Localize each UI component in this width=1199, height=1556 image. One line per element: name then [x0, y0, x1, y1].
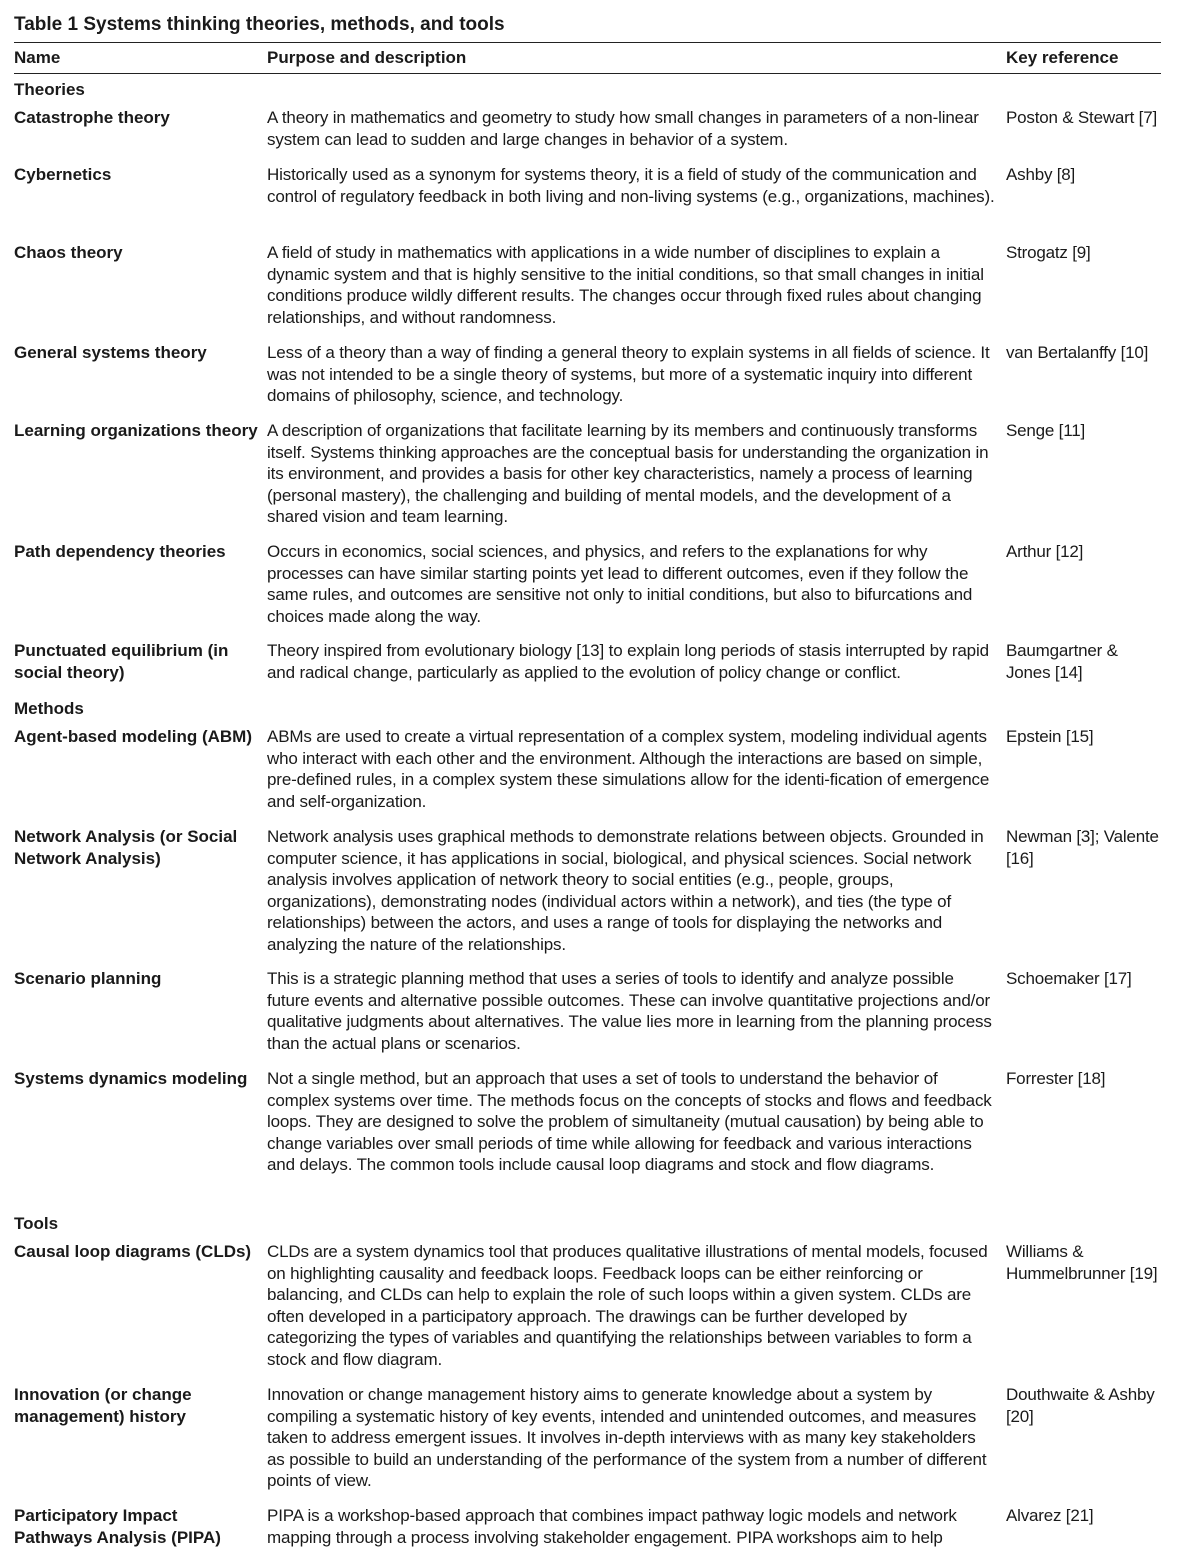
row-name: Catastrophe theory — [14, 108, 170, 127]
table-row — [14, 1382, 1161, 1503]
row-name: Learning organizations theory — [14, 421, 258, 440]
row-description: A description of organizations that facilitate learning by its members and continuously transforms itself. Systems thinking approaches are the conceptual basis for understanding the organization in its environment, and provides a basis for other key characteristics, namely a process of learning (personal mastery), the challenging and building of mental models, and the development of a shared vision and team learning. — [267, 421, 989, 526]
row-reference: Ashby [8] — [1006, 165, 1076, 184]
row-name: Causal loop diagrams (CLDs) — [14, 1242, 252, 1261]
column-header-description: Purpose and description — [267, 48, 467, 67]
table-row — [14, 1239, 1161, 1382]
row-name: Innovation (or change management) history — [14, 1385, 192, 1426]
column-header-reference: Key reference — [1006, 48, 1119, 67]
row-description: This is a strategic planning method that uses a series of tools to identify and analyze possible future events and alternative possible outcomes. These can involve quantitative projections and/or qualitative judgments about alternatives. The value lies more in learning from the planning process than the actual plans or scenarios. — [267, 969, 992, 1053]
row-name: Scenario planning — [14, 969, 162, 988]
row-reference: Forrester [18] — [1006, 1069, 1106, 1088]
row-reference: Arthur [12] — [1006, 542, 1084, 561]
table-title: Table 1 Systems thinking theories, methods, and tools — [14, 14, 505, 35]
row-name: Participatory Impact Pathways Analysis (PIPA) — [14, 1506, 221, 1547]
row-description: Theory inspired from evolutionary biology [13] to explain long periods of stasis interrupted by rapid and radical change, particularly as applied to the evolution of policy change or conflict. — [267, 641, 989, 682]
row-reference: Baumgartner & Jones [14] — [1006, 641, 1118, 682]
row-reference: van Bertalanffy [10] — [1006, 343, 1149, 362]
row-name: Punctuated equilibrium (in social theory) — [14, 641, 229, 682]
row-description: A field of study in mathematics with applications in a wide number of disciplines to explain a dynamic system and that is highly sensitive to the initial conditions, so that small changes in initial conditions produce wildly different results. The changes occur through fixed rules about changing relationships, and without randomness. — [267, 243, 984, 327]
row-description: PIPA is a workshop-based approach that combines impact pathway logic models and network mapping through a process involving stakeholder engagement. PIPA workshops aim to help — [267, 1506, 957, 1547]
row-name: Path dependency theories — [14, 542, 226, 561]
table-row — [14, 1503, 1161, 1551]
row-reference: Strogatz [9] — [1006, 243, 1091, 262]
table-row — [14, 105, 1161, 162]
row-reference: Alvarez [21] — [1006, 1506, 1094, 1525]
row-description: Less of a theory than a way of finding a general theory to explain systems in all fields of science. It was not intended to be a single theory of systems, but more of a systematic inquiry into different domains of philosophy, science, and technology. — [267, 343, 990, 405]
row-reference: Douthwaite & Ashby [20] — [1006, 1385, 1155, 1426]
row-description: A theory in mathematics and geometry to study how small changes in parameters of a non-linear system can lead to sudden and large changes in behavior of a system. — [267, 108, 979, 149]
table-row — [14, 340, 1161, 418]
table-row — [14, 638, 1161, 693]
table-row — [14, 966, 1161, 1066]
table-header-row — [14, 43, 1161, 74]
section-header-methods: Methods — [14, 699, 84, 718]
table-row — [14, 824, 1161, 966]
table-row — [14, 724, 1161, 824]
row-name: Cybernetics — [14, 165, 112, 184]
row-description: Historically used as a synonym for systems theory, it is a field of study of the communication and control of regulatory feedback in both living and non-living systems (e.g., organizations, machines). — [267, 165, 995, 206]
section-header-theories: Theories — [14, 80, 85, 99]
table-row — [14, 418, 1161, 539]
table-row — [14, 162, 1161, 240]
row-reference: Williams & Hummelbrunner [19] — [1006, 1242, 1158, 1283]
table-row — [14, 1066, 1161, 1208]
row-name: Agent-based modeling (ABM) — [14, 727, 252, 746]
row-name: Chaos theory — [14, 243, 123, 262]
row-description: ABMs are used to create a virtual representation of a complex system, modeling individual agents who interact with each other and the environment. Although the interactions are based on simple, pre-defined rules, in a complex system these simulations allow for the identi-fication of emergence and self-organization. — [267, 727, 990, 811]
row-reference: Schoemaker [17] — [1006, 969, 1132, 988]
row-description: Occurs in economics, social sciences, and physics, and refers to the explanations for why processes can have similar starting points yet lead to different outcomes, even if they follow the same rules, and outcomes are sensitive not only to initial conditions, but also to bifurcations and choices made along the way. — [267, 542, 973, 626]
row-reference: Senge [11] — [1006, 421, 1085, 440]
section-header-tools: Tools — [14, 1214, 59, 1233]
row-description: Not a single method, but an approach that uses a set of tools to understand the behavior of complex systems over time. The methods focus on the concepts of stocks and flows and feedback loops. They are designed to solve the problem of simultaneity (mutual causation) by being able to change variables over small periods of time while allowing for feedback and various interactions and delays. The common tools include causal loop diagrams and stock and flow diagrams. — [267, 1069, 992, 1174]
row-name: General systems theory — [14, 343, 207, 362]
table-row — [14, 240, 1161, 340]
row-name: Systems dynamics modeling — [14, 1069, 248, 1088]
row-description: Innovation or change management history aims to generate knowledge about a system by compiling a systematic history of key events, intended and unintended outcomes, and measures taken to address emergent issues. It involves in-depth interviews with as many key stakeholders as possible to build an understanding of the performance of the system from a number of different points of view. — [267, 1385, 987, 1490]
table-row — [14, 539, 1161, 638]
row-description: CLDs are a system dynamics tool that produces qualitative illustrations of mental models, focused on highlighting causality and feedback loops. Feedback loops can be either reinforcing or balancing, and CLDs can help to explain the role of such loops within a given system. CLDs are often developed in a participatory approach. The drawings can be further developed by categorizing the types of variables and quantifying the relationships between variables to form a stock and flow diagram. — [267, 1242, 988, 1369]
table-page — [14, 12, 1161, 1551]
row-reference: Newman [3]; Valente [16] — [1006, 827, 1159, 868]
row-description: Network analysis uses graphical methods to demonstrate relations between objects. Grounded in computer science, it has applications in social, biological, and physical sciences. Social network analysis involves application of network theory to social entities (e.g., people, groups, organizations), demonstrating nodes (individual actors within a network), and ties (the type of relationships) between the actors, and uses a range of tools for displaying the networks and analyzing the nature of the relationships. — [267, 827, 984, 954]
column-header-name: Name — [14, 48, 61, 67]
row-reference: Epstein [15] — [1006, 727, 1094, 746]
row-reference: Poston & Stewart [7] — [1006, 108, 1157, 127]
row-name: Network Analysis (or Social Network Analysis) — [14, 827, 238, 868]
